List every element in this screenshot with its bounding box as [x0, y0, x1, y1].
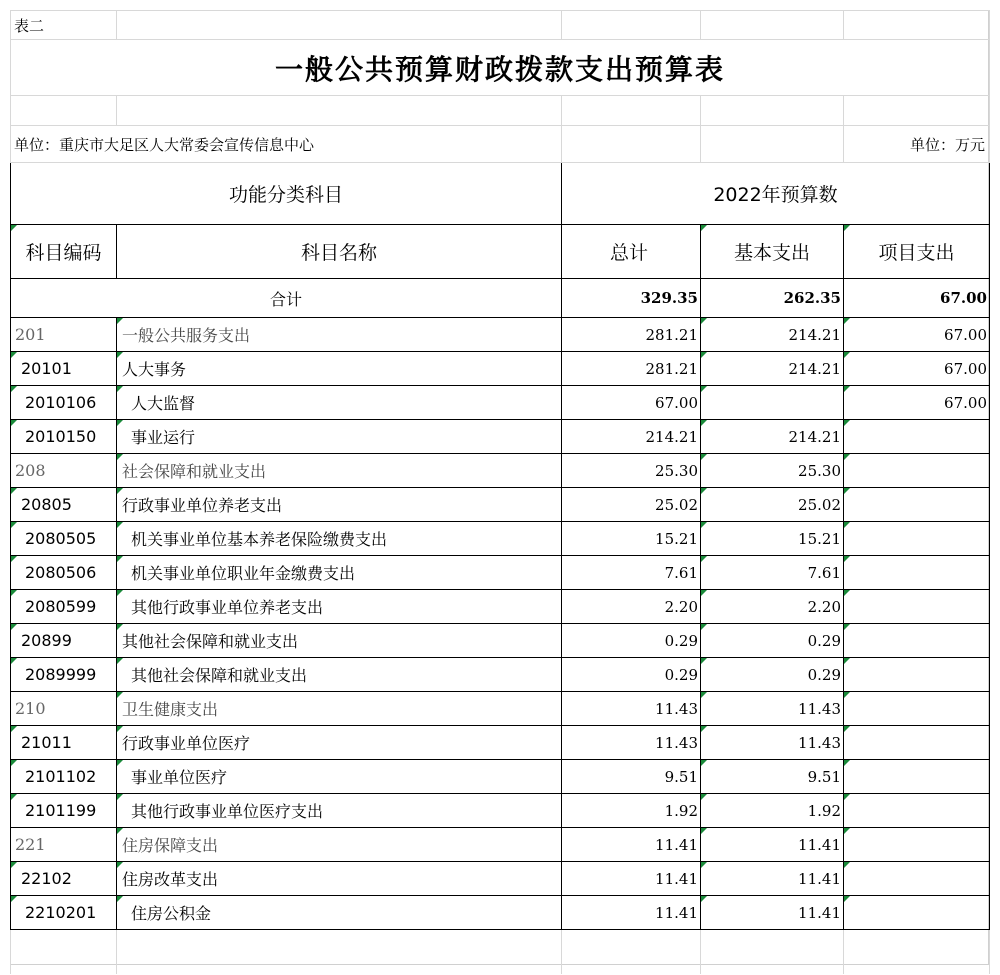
row-total[interactable]: 15.21: [562, 522, 701, 556]
total-sum: 329.35: [562, 279, 701, 318]
header-project: 项目支出: [844, 225, 990, 279]
row-name[interactable]: 人大监督: [117, 386, 562, 420]
row-project[interactable]: [844, 590, 990, 624]
row-code[interactable]: 20805: [11, 488, 117, 522]
empty-cell[interactable]: [844, 11, 990, 40]
table-row: [11, 352, 990, 386]
row-project[interactable]: [844, 556, 990, 590]
row-basic[interactable]: 11.43: [701, 692, 844, 726]
row-total[interactable]: 0.29: [562, 658, 701, 692]
row-basic[interactable]: 214.21: [701, 420, 844, 454]
empty-cell[interactable]: [562, 96, 701, 126]
table-row: [11, 896, 990, 930]
row-total[interactable]: 67.00: [562, 386, 701, 420]
table-row: [11, 556, 990, 590]
row-name[interactable]: 行政事业单位养老支出: [117, 488, 562, 522]
row-code[interactable]: 2101199: [11, 794, 117, 828]
row-total[interactable]: 11.43: [562, 726, 701, 760]
empty-cell[interactable]: [701, 11, 844, 40]
header-subject-code: 科目编码: [11, 225, 117, 279]
row-project[interactable]: [844, 488, 990, 522]
unit-currency: 单位：万元: [844, 126, 990, 163]
row-code[interactable]: 2010150: [11, 420, 117, 454]
table-row: [11, 386, 990, 420]
row-name[interactable]: 住房保障支出: [117, 828, 562, 862]
total-project: 67.00: [844, 279, 990, 318]
empty-cell[interactable]: [562, 11, 701, 40]
header-subject-name: 科目名称: [117, 225, 562, 279]
row-code[interactable]: 2210201: [11, 896, 117, 930]
row-basic[interactable]: 0.29: [701, 624, 844, 658]
row-basic[interactable]: 15.21: [701, 522, 844, 556]
row-name[interactable]: 机关事业单位基本养老保险缴费支出: [117, 522, 562, 556]
row-name[interactable]: 行政事业单位医疗: [117, 726, 562, 760]
table-row: [11, 862, 990, 896]
row-project[interactable]: [844, 862, 990, 896]
row-project[interactable]: 67.00: [844, 318, 990, 352]
table-row: [11, 760, 990, 794]
row-name[interactable]: 卫生健康支出: [117, 692, 562, 726]
row-total[interactable]: 25.02: [562, 488, 701, 522]
header-basic: 基本支出: [701, 225, 844, 279]
row-basic[interactable]: 1.92: [701, 794, 844, 828]
row-code[interactable]: 2080506: [11, 556, 117, 590]
empty-cell[interactable]: [11, 96, 117, 126]
row-project[interactable]: 67.00: [844, 386, 990, 420]
table-row: [11, 692, 990, 726]
row-code[interactable]: 21011: [11, 726, 117, 760]
total-label: 合计: [11, 279, 562, 318]
table-row: [11, 488, 990, 522]
row-total[interactable]: 11.41: [562, 828, 701, 862]
row-basic[interactable]: 11.41: [701, 862, 844, 896]
row-total[interactable]: 11.43: [562, 692, 701, 726]
row-code[interactable]: 2010106: [11, 386, 117, 420]
row-total[interactable]: 11.41: [562, 862, 701, 896]
table-row: [11, 454, 990, 488]
table-row: [11, 658, 990, 692]
row-code[interactable]: 208: [11, 454, 117, 488]
row-code[interactable]: 2080599: [11, 590, 117, 624]
header-budget-2022: 2022年预算数: [562, 163, 990, 225]
row-code[interactable]: 20899: [11, 624, 117, 658]
row-name[interactable]: 其他社会保障和就业支出: [117, 658, 562, 692]
row-basic[interactable]: 9.51: [701, 760, 844, 794]
row-total[interactable]: 9.51: [562, 760, 701, 794]
row-basic[interactable]: 25.30: [701, 454, 844, 488]
row-total[interactable]: 25.30: [562, 454, 701, 488]
row-basic[interactable]: 214.21: [701, 318, 844, 352]
table-row: [11, 794, 990, 828]
header-functional-category: 功能分类科目: [11, 163, 562, 225]
empty-cell[interactable]: [701, 930, 844, 974]
row-name[interactable]: 其他行政事业单位养老支出: [117, 590, 562, 624]
row-total[interactable]: 281.21: [562, 352, 701, 386]
table-row: [11, 522, 990, 556]
table-row: [11, 624, 990, 658]
total-basic: 262.35: [701, 279, 844, 318]
row-basic[interactable]: [701, 386, 844, 420]
row-basic[interactable]: 2.20: [701, 590, 844, 624]
row-code[interactable]: 221: [11, 828, 117, 862]
empty-cell[interactable]: [11, 930, 117, 974]
empty-cell[interactable]: [562, 126, 701, 163]
row-name[interactable]: 其他社会保障和就业支出: [117, 624, 562, 658]
row-name[interactable]: 其他行政事业单位医疗支出: [117, 794, 562, 828]
row-total[interactable]: 1.92: [562, 794, 701, 828]
row-basic[interactable]: 11.43: [701, 726, 844, 760]
row-basic[interactable]: 7.61: [701, 556, 844, 590]
row-total[interactable]: 0.29: [562, 624, 701, 658]
empty-cell[interactable]: [844, 930, 990, 974]
unit-org: 单位：重庆市大足区人大常委会宣传信息中心: [11, 126, 562, 163]
row-project[interactable]: [844, 692, 990, 726]
row-basic[interactable]: 25.02: [701, 488, 844, 522]
row-project[interactable]: [844, 828, 990, 862]
row-project[interactable]: [844, 794, 990, 828]
row-project[interactable]: [844, 658, 990, 692]
table-row: [11, 318, 990, 352]
row-code[interactable]: 2101102: [11, 760, 117, 794]
row-name[interactable]: 一般公共服务支出: [117, 318, 562, 352]
row-project[interactable]: [844, 726, 990, 760]
table-row: [11, 726, 990, 760]
row-project[interactable]: 67.00: [844, 352, 990, 386]
row-code[interactable]: 201: [11, 318, 117, 352]
row-total[interactable]: 214.21: [562, 420, 701, 454]
row-project[interactable]: [844, 896, 990, 930]
empty-cell[interactable]: [117, 96, 562, 126]
row-name[interactable]: 事业单位医疗: [117, 760, 562, 794]
row-basic[interactable]: 11.41: [701, 896, 844, 930]
row-project[interactable]: [844, 624, 990, 658]
row-total[interactable]: 7.61: [562, 556, 701, 590]
row-name[interactable]: 人大事务: [117, 352, 562, 386]
row-project[interactable]: [844, 454, 990, 488]
row-project[interactable]: [844, 522, 990, 556]
row-basic[interactable]: 11.41: [701, 828, 844, 862]
empty-cell[interactable]: [562, 930, 701, 974]
row-total[interactable]: 2.20: [562, 590, 701, 624]
budget-table: [10, 10, 990, 974]
row-total[interactable]: 11.41: [562, 896, 701, 930]
table-row: [11, 590, 990, 624]
empty-cell[interactable]: [844, 96, 990, 126]
empty-cell[interactable]: [117, 11, 562, 40]
header-total: 总计: [562, 225, 701, 279]
row-project[interactable]: [844, 420, 990, 454]
row-project[interactable]: [844, 760, 990, 794]
sheet-label[interactable]: 表二: [11, 11, 117, 40]
row-basic[interactable]: 214.21: [701, 352, 844, 386]
row-code[interactable]: 22102: [11, 862, 117, 896]
table-row: [11, 420, 990, 454]
row-name[interactable]: 住房公积金: [117, 896, 562, 930]
empty-cell[interactable]: [701, 96, 844, 126]
row-code[interactable]: 20101: [11, 352, 117, 386]
row-name[interactable]: 事业运行: [117, 420, 562, 454]
row-code[interactable]: 210: [11, 692, 117, 726]
row-name[interactable]: 住房改革支出: [117, 862, 562, 896]
empty-cell[interactable]: [117, 930, 562, 974]
empty-cell[interactable]: [701, 126, 844, 163]
table-row: [11, 828, 990, 862]
row-name[interactable]: 机关事业单位职业年金缴费支出: [117, 556, 562, 590]
row-basic[interactable]: 0.29: [701, 658, 844, 692]
row-total[interactable]: 281.21: [562, 318, 701, 352]
row-name[interactable]: 社会保障和就业支出: [117, 454, 562, 488]
row-code[interactable]: 2089999: [11, 658, 117, 692]
page-title: 一般公共预算财政拨款支出预算表: [11, 40, 990, 96]
row-code[interactable]: 2080505: [11, 522, 117, 556]
